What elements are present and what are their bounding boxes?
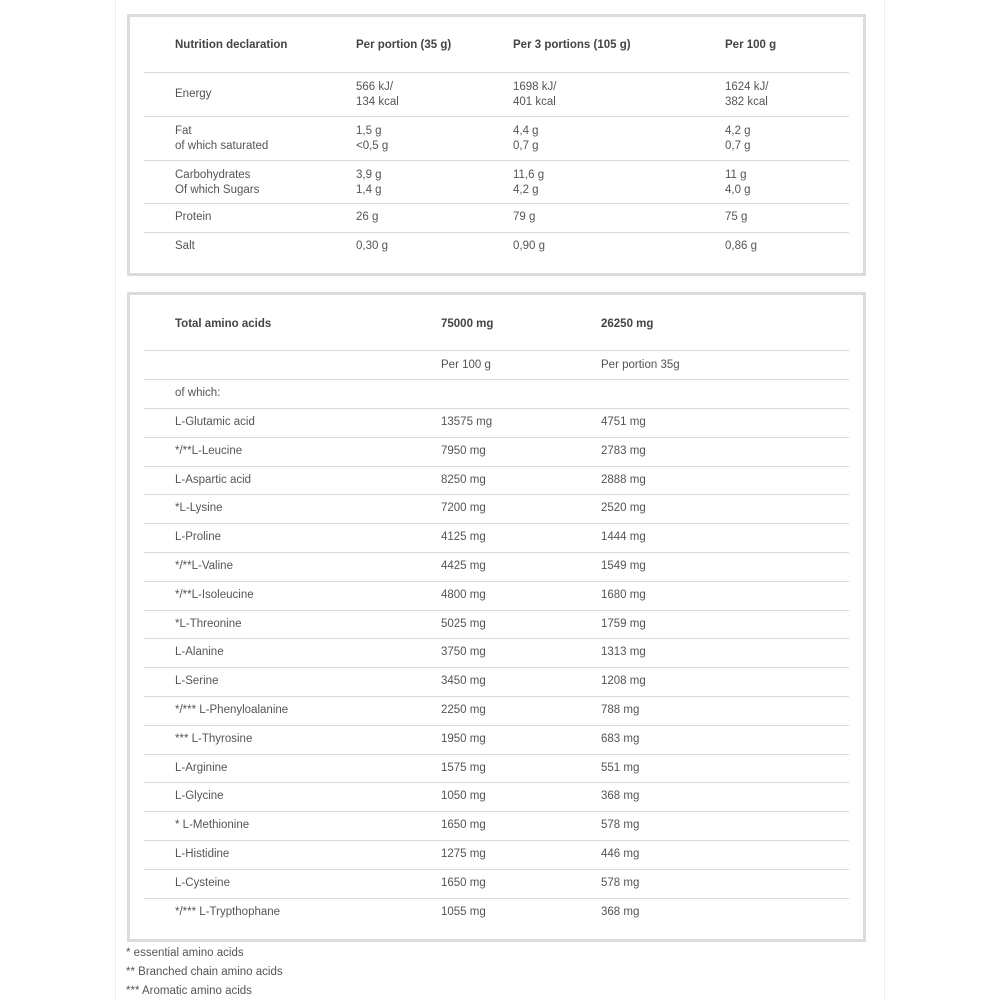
amino-subheader-row (144, 350, 849, 380)
amino-cell: 683 mg (601, 732, 640, 745)
footnote: *** Aromatic amino acids (126, 985, 252, 997)
nutrition-header-cell: Per 100 g (725, 39, 777, 51)
amino-cell: 1275 mg (441, 848, 486, 860)
amino-cell: */*** L-Trypthophane (175, 905, 281, 918)
amino-cell: 4800 mg (441, 588, 486, 601)
amino-cell: 446 mg (601, 848, 640, 860)
amino-row (144, 667, 849, 697)
amino-cell: */**L-Leucine (175, 444, 243, 457)
amino-cell: 368 mg (601, 790, 640, 803)
amino-cell: L-Glycine (175, 790, 224, 803)
amino-cell: 13575 mg (441, 416, 493, 428)
amino-cell: 4751 mg (601, 416, 646, 428)
amino-row (144, 754, 849, 784)
nutrition-cell: 75 g (725, 211, 748, 223)
nutrition-cell: 0,30 g (356, 240, 388, 252)
amino-cell: 788 mg (601, 704, 640, 716)
amino-cell: */**L-Valine (175, 560, 233, 572)
nutrition-row-fat (144, 116, 849, 161)
amino-cell: 551 mg (601, 761, 640, 774)
nutrition-cell: 11,6 g 4,2 g (513, 169, 545, 196)
nutrition-row-carbohydrates (144, 160, 849, 204)
amino-cell: L-Proline (175, 531, 222, 544)
amino-row (144, 408, 849, 438)
amino-header-cell: Total amino acids (175, 318, 272, 330)
amino-cell: * L-Methionine (175, 819, 250, 832)
amino-cell: 1575 mg (441, 761, 486, 774)
amino-cell: 7200 mg (441, 502, 486, 515)
nutrition-header-cell: Per portion (35 g) (356, 39, 452, 51)
nutrition-cell: 3,9 g 1,4 g (356, 169, 382, 196)
amino-cell: 2250 mg (441, 704, 486, 716)
amino-row (144, 840, 849, 870)
amino-cell: 1055 mg (441, 905, 486, 918)
amino-row (144, 581, 849, 611)
amino-row (144, 725, 849, 755)
amino-row (144, 898, 849, 927)
nutrition-cell: 26 g (356, 211, 379, 223)
nutrition-cell: 79 g (513, 211, 536, 223)
amino-cell: 7950 mg (441, 444, 486, 457)
amino-cell: 3750 mg (441, 646, 486, 659)
amino-cell: L-Histidine (175, 848, 230, 860)
amino-cell: 368 mg (601, 905, 640, 918)
amino-header-cell: 75000 mg (441, 318, 494, 330)
amino-row (144, 523, 849, 553)
footnotes (126, 944, 526, 1001)
amino-cell: *** L-Thyrosine (175, 732, 253, 745)
nutrition-cell: 1698 kJ/ 401 kcal (513, 81, 557, 108)
amino-cell: L-Arginine (175, 761, 228, 774)
amino-cell: 5025 mg (441, 617, 486, 630)
amino-row (144, 494, 849, 524)
amino-cell: 578 mg (601, 876, 640, 889)
amino-row (144, 552, 849, 582)
amino-cell: */*** L-Phenyloalanine (175, 704, 289, 716)
nutrition-cell: 0,90 g (513, 240, 545, 252)
nutrition-cell: 4,2 g 0,7 g (725, 125, 751, 152)
amino-cell: *L-Lysine (175, 502, 223, 515)
amino-cell: 1050 mg (441, 790, 486, 803)
footnote: * essential amino acids (126, 947, 244, 959)
nutrition-cell: Energy (175, 88, 212, 100)
amino-cell: 1650 mg (441, 819, 486, 832)
amino-cell: 1313 mg (601, 646, 646, 659)
amino-cell: */**L-Isoleucine (175, 588, 254, 601)
nutrition-cell: 1,5 g <0,5 g (356, 125, 389, 152)
nutrition-row-salt (144, 232, 849, 261)
amino-cell: L-Alanine (175, 646, 224, 659)
amino-of-which-row (144, 379, 849, 409)
amino-cell: 1650 mg (441, 876, 486, 889)
amino-row (144, 696, 849, 726)
amino-subheader-cell: Per 100 g (441, 359, 491, 371)
nutrition-cell: 1624 kJ/ 382 kcal (725, 81, 769, 108)
amino-cell: *L-Threonine (175, 617, 242, 630)
nutrition-cell: 4,4 g 0,7 g (513, 125, 539, 152)
amino-row (144, 610, 849, 640)
amino-row (144, 782, 849, 812)
amino-cell: 2520 mg (601, 502, 646, 515)
amino-header-cell: 26250 mg (601, 318, 654, 330)
nutrition-table (127, 14, 866, 276)
footnote: ** Branched chain amino acids (126, 966, 283, 978)
amino-acid-table (127, 292, 866, 942)
nutrition-cell: Fat of which saturated (175, 125, 269, 152)
nutrition-cell: Protein (175, 211, 212, 223)
nutrition-cell: 11 g 4,0 g (725, 169, 751, 196)
nutrition-cell: 566 kJ/ 134 kcal (356, 81, 399, 108)
nutrition-cell: Salt (175, 240, 195, 252)
amino-cell: L-Serine (175, 675, 219, 688)
amino-cell: 1549 mg (601, 560, 646, 572)
amino-cell: 1950 mg (441, 732, 486, 745)
amino-cell: 1759 mg (601, 617, 646, 630)
nutrition-header-cell: Nutrition declaration (175, 39, 288, 51)
nutrition-header-cell: Per 3 portions (105 g) (513, 39, 631, 51)
nutrition-header-row (144, 17, 849, 73)
amino-row (144, 437, 849, 467)
of-which-label: of which: (175, 387, 221, 399)
nutrition-cell: 0,86 g (725, 240, 757, 252)
amino-subheader-cell: Per portion 35g (601, 359, 680, 371)
amino-cell: 8250 mg (441, 473, 486, 486)
amino-cell: 1444 mg (601, 531, 646, 544)
amino-row (144, 869, 849, 899)
amino-cell: 4425 mg (441, 560, 486, 572)
amino-row (144, 811, 849, 841)
amino-cell: 578 mg (601, 819, 640, 832)
amino-row (144, 466, 849, 496)
nutrition-row-protein (144, 203, 849, 233)
amino-cell: L-Aspartic acid (175, 473, 252, 486)
amino-cell: 3450 mg (441, 675, 486, 688)
amino-cell: L-Glutamic acid (175, 416, 255, 428)
amino-cell: 4125 mg (441, 531, 486, 544)
amino-cell: 2888 mg (601, 473, 646, 486)
amino-header-row (144, 295, 849, 351)
nutrition-cell: Carbohydrates Of which Sugars (175, 169, 260, 196)
amino-cell: L-Cysteine (175, 876, 230, 889)
nutrition-row-energy (144, 72, 849, 117)
amino-cell: 2783 mg (601, 444, 646, 457)
amino-cell: 1208 mg (601, 675, 646, 688)
amino-row (144, 638, 849, 668)
amino-cell: 1680 mg (601, 588, 646, 601)
